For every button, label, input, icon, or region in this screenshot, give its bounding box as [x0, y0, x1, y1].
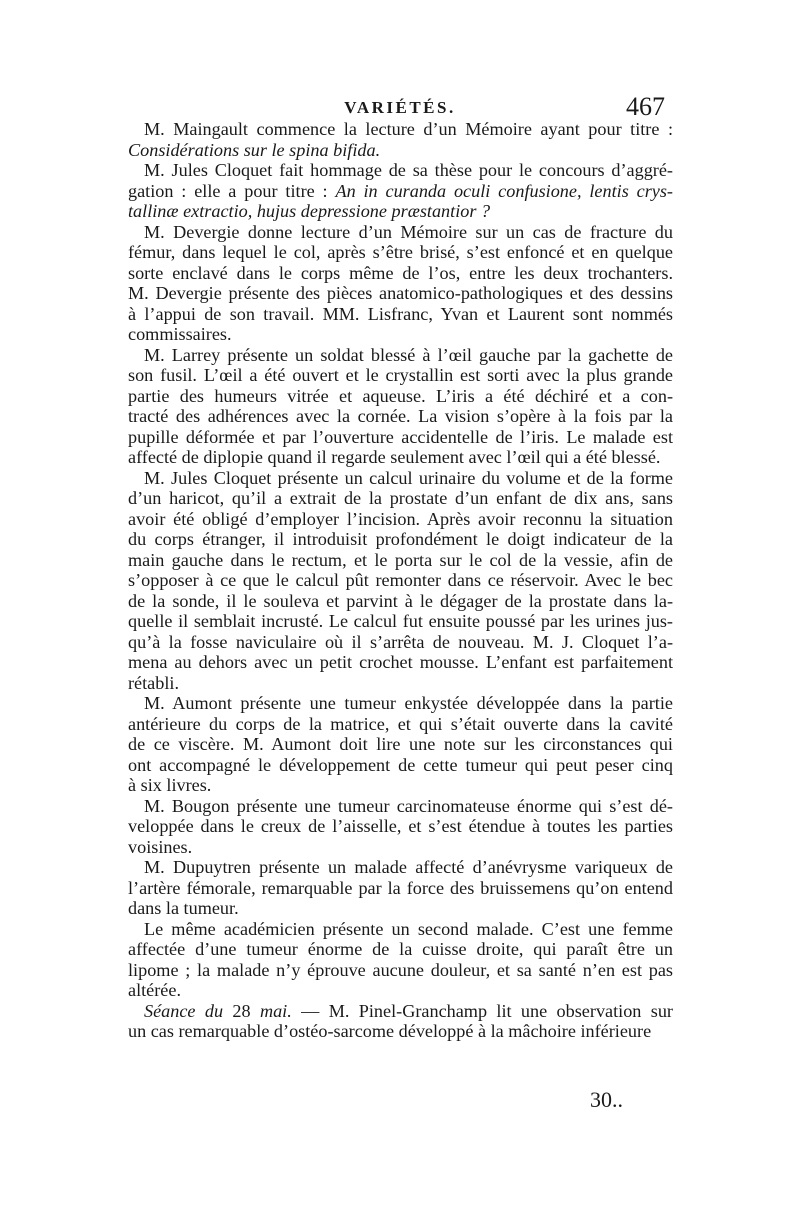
paragraph — [128, 222, 673, 345]
text-line: altérée. — [128, 980, 181, 1000]
text-line: veloppée dans le creux de l’aisselle, et s’est étendue à toutes les parties — [128, 816, 673, 836]
text-line: de la sonde, il le souleva et parvint à le dégager de la prostate dans la- — [128, 590, 673, 611]
text-line: dans la tumeur. — [128, 898, 239, 918]
text-line: M. Devergie présente des pièces anatomico-pathologiques et des dessins — [128, 283, 673, 303]
text-line: d’un haricot, qu’il a extrait de la prostate d’un enfant de dix ans, sans — [128, 488, 673, 508]
text-line: M. Larrey présente un soldat blessé à l’œil gauche par la gachette de — [144, 344, 673, 365]
text-line: main gauche dans le rectum, et le porta sur le col de la vessie, afin de — [128, 549, 673, 570]
paragraph — [128, 857, 673, 919]
paragraph — [128, 345, 673, 468]
text-line: de ce viscère. M. Aumont doit lire une note sur les circonstances qui — [128, 734, 673, 754]
text-line: Le même académicien présente un second malade. C’est une femme — [144, 918, 673, 939]
text-line: gation : elle a pour titre : An in curanda oculi confusione, lentis crys- — [128, 180, 673, 201]
text-line: s’opposer à ce que le calcul pût remonter dans ce réservoir. Avec le bec — [128, 570, 673, 590]
text-line: mena au dehors avec un petit crochet mousse. L’enfant est parfaitement — [128, 652, 673, 672]
text-line: commissaires. — [128, 324, 232, 344]
text-line: partie des humeurs vitrée et aqueuse. L’iris a été déchiré et a con- — [128, 385, 673, 406]
text-line: M. Devergie donne lecture d’un Mémoire sur un cas de fracture du — [144, 221, 673, 242]
text-line: tallinæ extractio, hujus depressione præstantior ? — [128, 201, 491, 221]
paragraph — [128, 119, 673, 160]
paragraph — [128, 693, 673, 796]
text-line: rétabli. — [128, 672, 180, 693]
text-line: voisines. — [128, 836, 193, 857]
paragraph — [128, 919, 673, 1001]
page-number: 467 — [626, 92, 665, 121]
text-line: à six livres. — [128, 775, 212, 795]
text-line: sorte enclavé dans le corps même de l’os, entre les deux trochanters. — [128, 262, 673, 283]
text-line: M. Jules Cloquet fait hommage de sa thèse pour le concours d’aggré- — [144, 160, 673, 180]
paragraph — [128, 160, 673, 222]
text-line: M. Dupuytren présente un malade affecté d’anévrysme variqueux de — [144, 857, 673, 877]
signature-mark: 30.. — [590, 1087, 623, 1112]
text-line: M. Jules Cloquet présente un calcul urinaire du volume et de la forme — [144, 467, 673, 488]
text-line: tracté des adhérences avec la cornée. La vision s’opère à la fois par la — [128, 406, 673, 426]
text-line: l’artère fémorale, remarquable par la force des bruissemens qu’on entend — [128, 877, 673, 898]
text-line: son fusil. L’œil a été ouvert et le crystallin est sorti avec la plus grande — [128, 365, 673, 385]
text-line: M. Aumont présente une tumeur enkystée développée dans la partie — [144, 693, 673, 713]
text-line: affectée d’une tumeur énorme de la cuisse droite, qui paraît être un — [128, 939, 673, 959]
paragraph — [128, 796, 673, 858]
text-line: à l’appui de son travail. MM. Lisfranc, Yvan et Laurent sont nommés — [128, 303, 673, 324]
text-line: avoir été obligé d’employer l’incision. Après avoir reconnu la situation — [128, 508, 673, 529]
text-line: quelle il semblait incrusté. Le calcul fut ensuite poussé par les urines jus- — [128, 611, 673, 631]
paragraph — [128, 468, 673, 694]
text-line: antérieure du corps de la matrice, et qui s’était ouverte dans la cavité — [128, 713, 673, 734]
text-line: M. Bougon présente une tumeur carcinomateuse énorme qui s’est dé- — [144, 795, 673, 816]
text-line: qu’à la fosse naviculaire où il s’arrêta de nouveau. M. J. Cloquet l’a- — [128, 631, 673, 652]
text-line: pupille déformée et par l’ouverture accidentelle de l’iris. Le malade est — [128, 426, 673, 447]
text-line: Séance du 28 mai. — M. Pinel-Granchamp lit une observation sur — [144, 1000, 673, 1021]
text-line: affecté de diplopie quand il regarde seulement avec l’œil qui a été blessé. — [128, 447, 661, 467]
text-line: fémur, dans lequel le col, après s’être brisé, s’est enfoncé et en quelque — [128, 242, 673, 262]
text-line: un cas remarquable d’ostéo-sarcome développé à la mâchoire inférieure — [128, 1021, 652, 1041]
text-line: Considérations sur le spina bifida. — [128, 139, 381, 160]
text-line: du corps étranger, il introduisit profondément le doigt indicateur de la — [128, 529, 673, 549]
running-title: VARIÉTÉS. — [344, 98, 456, 117]
text-line: ont accompagné le développement de cette tumeur qui peut peser cinq — [128, 754, 673, 775]
page-body — [128, 119, 673, 1042]
text-line: lipome ; la malade n’y éprouve aucune douleur, et sa santé n’en est pas — [128, 959, 673, 980]
text-line: M. Maingault commence la lecture d’un Mémoire ayant pour titre : — [144, 119, 673, 139]
paragraph — [128, 1001, 673, 1042]
